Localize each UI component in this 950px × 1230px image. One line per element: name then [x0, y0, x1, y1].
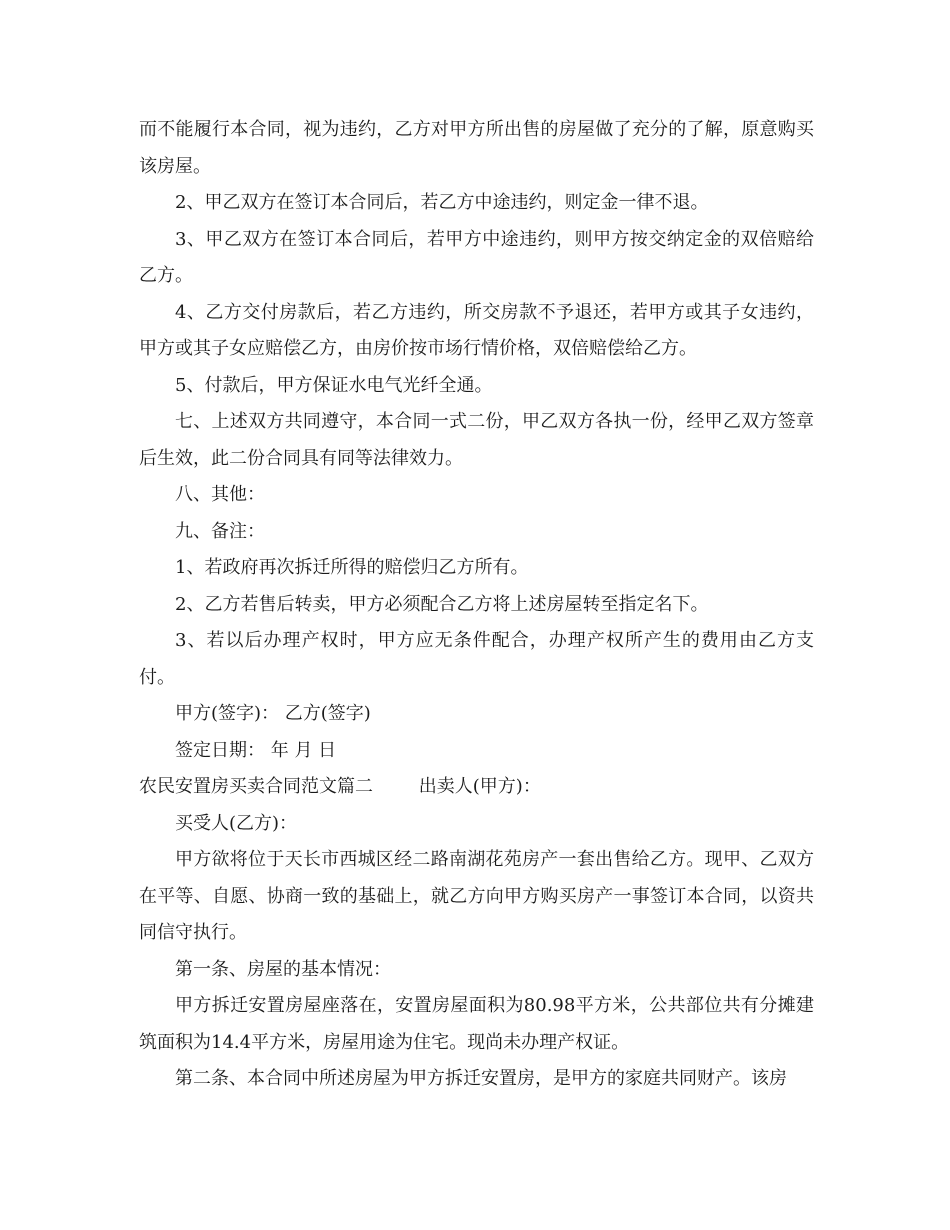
paragraph: 买受人(乙方)：: [175, 812, 298, 834]
document-body: [139, 112, 814, 1098]
paragraph: 七、上述双方共同遵守，本合同一式二份，甲乙双方各执一份，经甲乙双方签章后生效，此二份合同具有同等法律效力。: [139, 411, 814, 469]
signature-line: 甲方(签字)： 乙方(签字): [175, 703, 371, 724]
paragraph: 甲方拆迁安置房屋座落在，安置房屋面积为80.98平方米，公共部位共有分摊建筑面积为14.4平方米，房屋用途为住宅。现尚未办理产权证。: [139, 995, 814, 1053]
paragraph: 5、付款后，甲方保证水电气光纤全通。: [175, 374, 493, 396]
paragraph: 3、甲乙双方在签订本合同后，若甲方中途违约，则甲方按交纳定金的双倍赔给乙方。: [139, 228, 814, 286]
paragraph: 2、乙方若售后转卖，甲方必须配合乙方将上述房屋转至指定名下。: [175, 593, 709, 615]
paragraph: 九、备注：: [175, 520, 265, 542]
paragraph: 而不能履行本合同，视为违约，乙方对甲方所出售的房屋做了充分的了解，原意购买该房屋。: [139, 119, 814, 177]
paragraph: 4、乙方交付房款后，若乙方违约，所交房款不予退还，若甲方或其子女违约，甲方或其子女应赔偿乙方，由房价按市场行情价格，双倍赔偿给乙方。: [139, 301, 814, 359]
paragraph: 第一条、房屋的基本情况：: [175, 958, 391, 980]
paragraph: 2、甲乙双方在签订本合同后，若乙方中途违约，则定金一律不退。: [175, 192, 709, 213]
date-line: 签定日期： 年 月 日: [175, 739, 337, 761]
paragraph: 第二条、本合同中所述房屋为甲方拆迁安置房，是甲方的家庭共同财产。该房: [175, 1068, 787, 1089]
paragraph: 1、若政府再次拆迁所得的赔偿归乙方所有。: [175, 557, 529, 578]
section-heading: 农民安置房买卖合同范文篇二 出卖人(甲方)：: [139, 776, 541, 797]
paragraph: 八、其他：: [175, 484, 265, 505]
paragraph: 甲方欲将位于天长市西城区经二路南湖花苑房产一套出售给乙方。现甲、乙双方在平等、自愿、协商一致的基础上，就乙方向甲方购买房产一事签订本合同，以资共同信守执行。: [139, 849, 814, 943]
paragraph: 3、若以后办理产权时，甲方应无条件配合，办理产权所产生的费用由乙方支付。: [139, 630, 814, 688]
